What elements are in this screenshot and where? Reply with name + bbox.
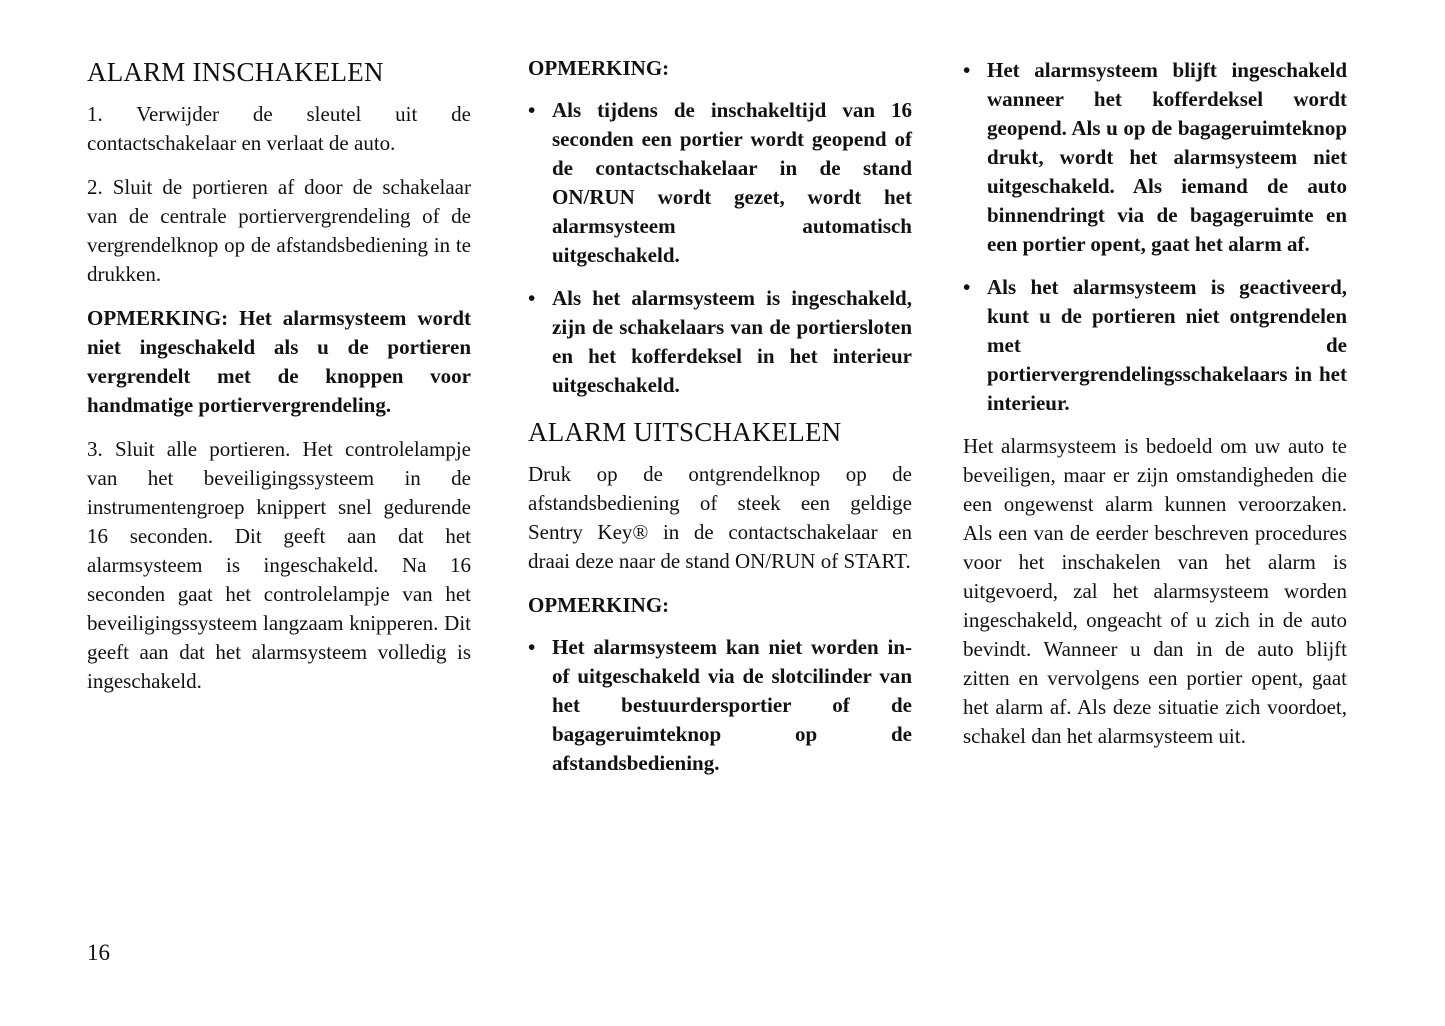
step-3: 3. Sluit alle portieren. Het controlelampje van het beveiligingssysteem in de instrumentengroep knippert snel gedurende 16 seconden. Dit geeft aan dat het alarmsysteem is ingeschakeld. Na 16 seconden gaat het controlelampje van het beveiligingssysteem langzaam knipperen. Dit geeft aan dat het alarmsysteem volledig is ingeschakeld. bbox=[87, 437, 471, 693]
bullet-icon: • bbox=[963, 275, 971, 299]
step-1: 1. Verwijder de sleutel uit de contactschakelaar en verlaat de auto. bbox=[87, 102, 471, 155]
bullet-icon: • bbox=[528, 635, 536, 659]
column-2 bbox=[528, 54, 912, 792]
heading-alarm-inschakelen: ALARM INSCHAKELEN bbox=[87, 57, 384, 87]
bullet-item: • Als tijdens de inschakeltijd van 16 seconden een portier wordt geopend of de contactschakelaar in de stand ON/RUN wordt gezet, wordt het alarmsysteem automatisch uitgeschakeld. bbox=[528, 98, 912, 267]
bullet-item: • Het alarmsysteem blijft ingeschakeld wanneer het kofferdeksel wordt geopend. Als u op de bagageruimteknop drukt, wordt het alarmsysteem niet uitgeschakeld. Als iemand de auto binnendringt via de bagageruimte en een portier opent, gaat het alarm af. bbox=[963, 58, 1347, 256]
bullet-icon: • bbox=[963, 58, 971, 82]
column-1 bbox=[87, 54, 471, 711]
note-title: OPMERKING: bbox=[528, 593, 670, 617]
info-paragraph: Het alarmsysteem is bedoeld om uw auto te beveiligen, maar er zijn omstandigheden die een ongewenst alarm kunnen veroorzaken. Als een van de eerder beschreven procedures voor het inschakelen van het alarm is uitgevoerd, zal het alarmsysteem worden ingeschakeld, ongeacht of u zich in de auto bevindt. Wanneer u dan in de auto blijft zitten en vervolgens een portier opent, gaat het alarm af. Als deze situatie zich voordoet, schakel dan het alarmsysteem uit. bbox=[963, 434, 1347, 748]
step-2: 2. Sluit de portieren af door de schakelaar van de centrale portiervergrendeling of de vergrendelknop op de afstandsbediening in te drukken. bbox=[87, 175, 471, 286]
note-paragraph: OPMERKING: Het alarmsysteem wordt niet ingeschakeld als u de portieren vergrendelt met de knoppen voor handmatige portiervergrendeling. bbox=[87, 306, 471, 417]
note-title: OPMERKING: bbox=[528, 56, 670, 80]
bullet-item: • Het alarmsysteem kan niet worden in- of uitgeschakeld via de slotcilinder van het bestuurdersportier of de bagageruimteknop op de afstandsbediening. bbox=[528, 635, 912, 775]
bullet-item: • Als het alarmsysteem is ingeschakeld, zijn de schakelaars van de portiersloten en het kofferdeksel in het interieur uitgeschakeld. bbox=[528, 286, 912, 397]
bullet-item: • Als het alarmsysteem is geactiveerd, kunt u de portieren niet ontgrendelen met de portiervergrendelingsschakelaars in het interieur. bbox=[963, 275, 1347, 415]
note-bullets bbox=[528, 96, 912, 400]
bullet-icon: • bbox=[528, 286, 536, 310]
disarm-paragraph: Druk op de ontgrendelknop op de afstandsbediening of steek een geldige Sentry Key® in de contactschakelaar en draai deze naar de stand ON/RUN of START. bbox=[528, 462, 912, 573]
page-number: 16 bbox=[87, 940, 110, 965]
note-bullets bbox=[963, 56, 1347, 418]
column-3 bbox=[963, 56, 1347, 766]
note-bullets bbox=[528, 633, 912, 778]
bullet-icon: • bbox=[528, 98, 536, 122]
heading-alarm-uitschakelen: ALARM UITSCHAKELEN bbox=[528, 417, 842, 447]
